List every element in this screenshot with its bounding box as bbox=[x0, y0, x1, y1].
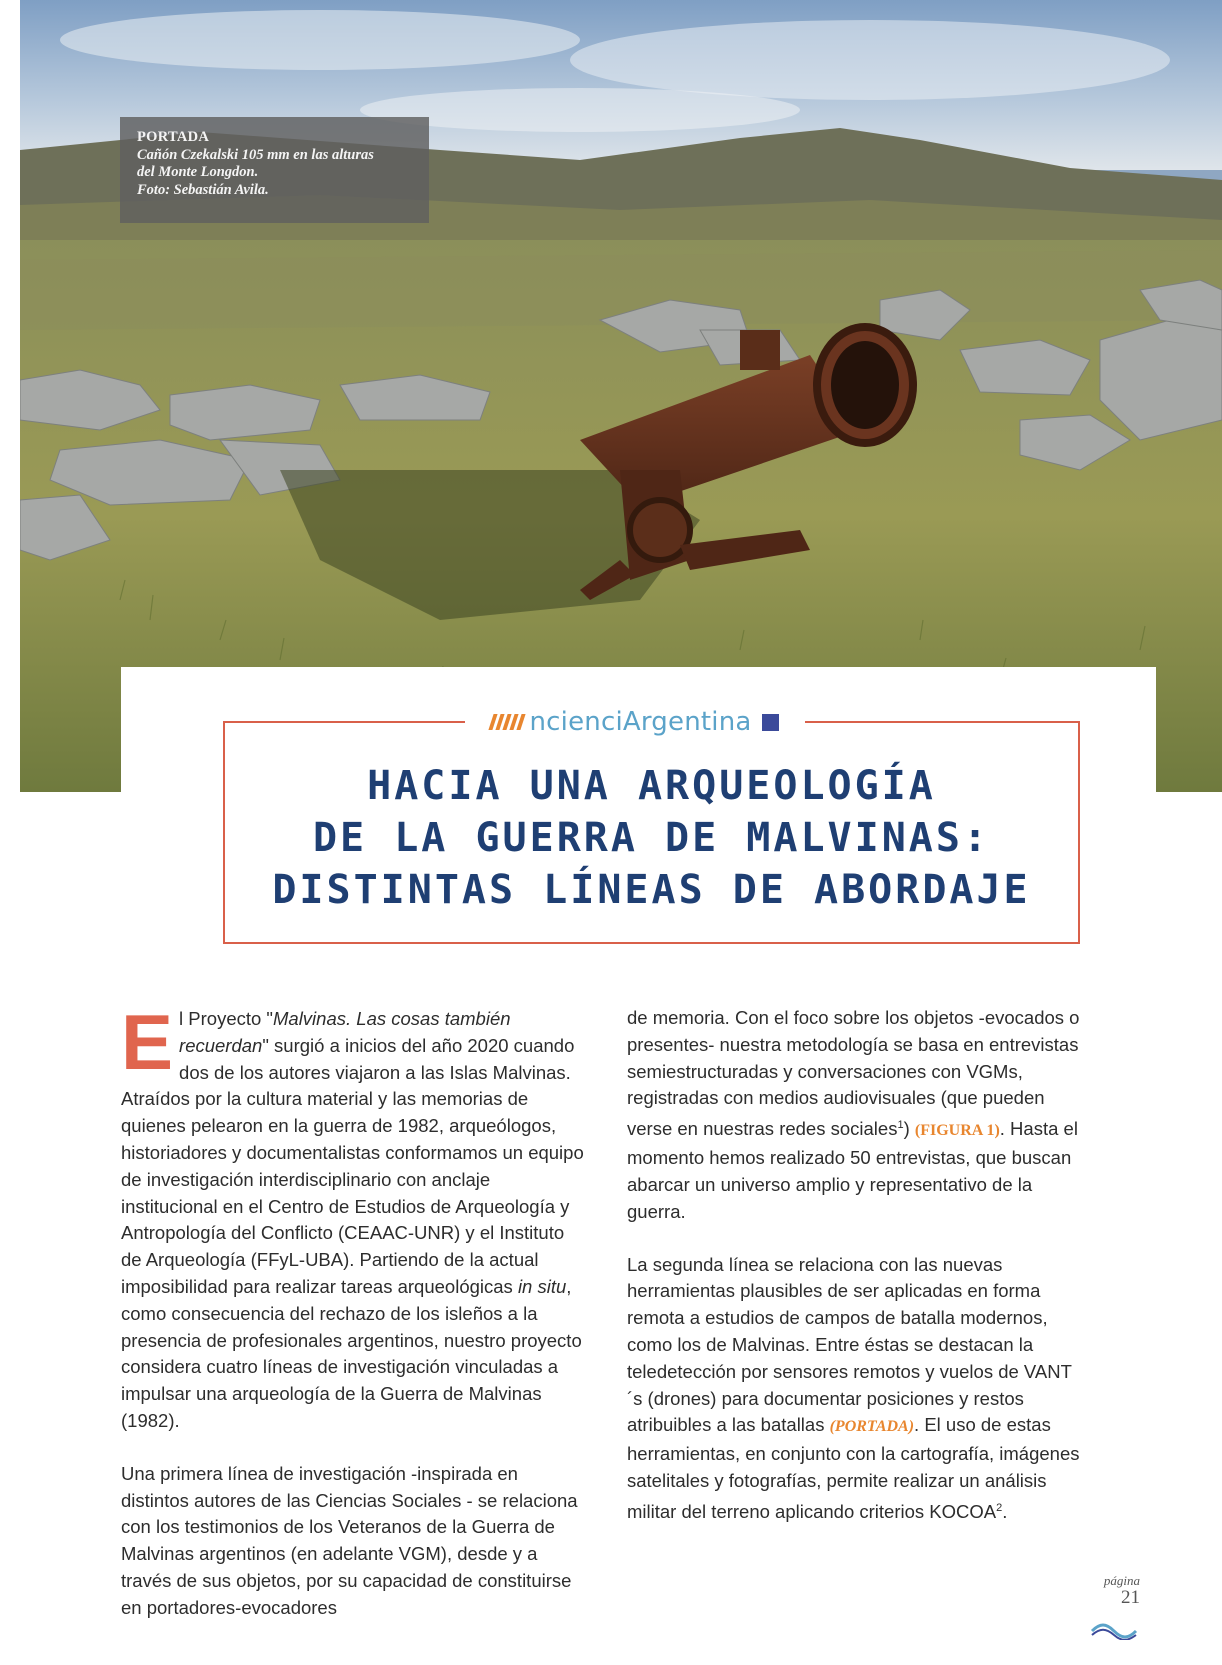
wave-logo-icon bbox=[1090, 1622, 1138, 1640]
article-headline bbox=[225, 760, 1078, 916]
paragraph-3-text-b: . Hasta el momento hemos realizado 50 entrevistas, que buscan abarcar un universo amplio y representativo de la guerra. bbox=[627, 1118, 1078, 1222]
paragraph-2: Una primera línea de investigación -inspirada en distintos autores de las Ciencias Sociales - se relaciona con los testimonios de los Veteranos de la Guerra de Malvinas argentinos (en adelante VGM), desde y a través de sus objetos, por su capacidad de constituirse en portadores-evocadores bbox=[121, 1462, 578, 1618]
paragraph-4-text-a: La segunda línea se relaciona con las nuevas herramientas plausibles de ser aplicadas en forma remota a estudios de campos de batalla modernos, como los de Malvinas. Entre éstas se destacan la teledetección por sensores remotos y vuelos de VANT´s (drones) para documentar posiciones y restos atribuibles a las batallas bbox=[627, 1253, 1072, 1436]
in-situ-term: in situ bbox=[517, 1275, 567, 1297]
paragraph-1 bbox=[121, 998, 587, 1435]
paragraph-1-text-c: , como consecuencia del rechazo de los isleños a la presencia de profesionales argentinos, nuestro proyecto considera cuatro líneas de investigación vinculadas a impulsar una arqueología de la Guerra de Malvinas (1982). bbox=[121, 1275, 582, 1431]
caption-title: PORTADA bbox=[137, 129, 210, 145]
drop-cap: E bbox=[121, 998, 174, 1086]
figure-1-reference[interactable]: (FIGURA 1) bbox=[914, 1122, 1000, 1140]
page-number: 21 bbox=[1121, 1587, 1140, 1608]
project-name: Malvinas. Las cosas también recuerdan bbox=[179, 1008, 511, 1056]
paragraph-3-text-a: de memoria. Con el foco sobre los objetos -evocados o presentes- nuestra metodología se basa en entrevistas semiestructuradas y conversaciones con VGMs, registradas con medios audiovisuales (que pueden verse en nuestras redes sociales bbox=[627, 1007, 1080, 1140]
page-label: página bbox=[1103, 1573, 1140, 1588]
footnote-ref-1[interactable]: 1 bbox=[897, 1119, 904, 1132]
logo-stripes-icon bbox=[491, 714, 523, 730]
paragraph-4-end: . bbox=[1002, 1500, 1008, 1522]
caption-line-3: Foto: Sebastián Avila. bbox=[137, 181, 269, 198]
headline-line-3: DISTINTAS LÍNEAS DE ABORDAJE bbox=[272, 867, 1031, 913]
cienciargentina-logo bbox=[465, 701, 805, 743]
article-column-left bbox=[121, 998, 587, 1622]
logo-wordmark: ncienciArgentina bbox=[529, 707, 752, 737]
paragraph-4-text-b: . El uso de estas herramientas, en conjunto con la cartografía, imágenes satelitales y fotografías, permite realizar un análisis militar del terreno aplicando criterios KOCOA bbox=[627, 1414, 1080, 1522]
photo-caption bbox=[120, 117, 429, 223]
paragraph-1-text-a: l Proyecto " bbox=[179, 1008, 273, 1029]
headline-line-1: HACIA UNA ARQUEOLOGÍA bbox=[367, 763, 936, 809]
paragraph-4 bbox=[627, 1252, 1083, 1526]
paragraph-3: de memoria. Con el foco sobre los objetos -evocados o presentes- nuestra metodología se basa en entrevistas semiestructuradas y conversaciones con VGMs, registradas con medios audiovisuales (que pueden verse en nuestras redes sociales$^1$) (FIGURA 1). Hasta el momento hemos realizado 50 entrevistas, que buscan abarcar un universo amplio y representativo de la guerra. bbox=[627, 1007, 1080, 1222]
article-column-right bbox=[627, 1005, 1083, 1526]
page-number-block bbox=[1104, 1573, 1140, 1607]
headline-line-2: DE LA GUERRA DE MALVINAS: bbox=[312, 815, 991, 861]
portada-reference[interactable]: (PORTADA) bbox=[829, 1418, 915, 1436]
caption-line-2: del Monte Longdon. bbox=[137, 164, 259, 180]
footnote-ref-2[interactable]: 2 bbox=[996, 1501, 1003, 1514]
paragraph-1-text-b: " surgió a inicios del año 2020 cuando dos de los autores viajaron a las Islas Malvinas. Atraídos por la cultura material y las memorias de quienes pelearon en la guerra de 1982, arqueólogos, historiadores y documentalistas conformamos un equipo de investigación interdisciplinario con anclaje institucional en el Centro de Estudios de Arqueología y Antropología del Conflicto (CEAAC-UNR) y el Instituto de Arqueología (FFyL-UBA). Partiendo de la actual imposibilidad para realizar tareas arqueológicas bbox=[121, 1034, 584, 1297]
logo-square-icon bbox=[762, 714, 779, 731]
caption-line-1: Cañón Czekalski 105 mm en las alturas bbox=[137, 146, 374, 163]
